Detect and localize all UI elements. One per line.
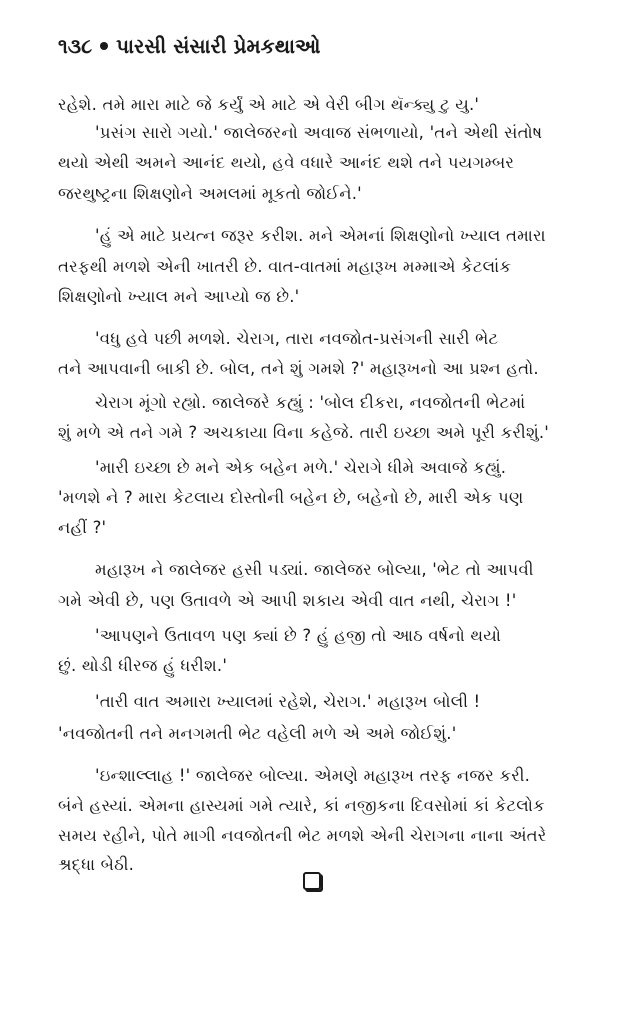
text-line: 'આપણને ઉતાવળ પણ ક્યાં છે ? હું હજી તો આઠ વર્ષનો થયો <box>95 626 502 645</box>
text-line: મહારૂખ ને જાલેજર હસી પડ્યાં. જાલેજર બોલ્યા, 'ભેટ તો આપવી <box>95 560 534 579</box>
bullet-separator <box>100 42 108 50</box>
text-line: શું મળે એ તને ગમે ? અચકાયા વિના કહેજે. તારી ઇચ્છા અમે પૂરી કરીશું.' <box>58 423 550 442</box>
book-title: પારસી સંસારી પ્રેમકથાઓ <box>116 34 321 58</box>
text-line: 'મળશે ને ? મારા કેટલાય દોસ્તોની બહેન છે, બહેનો છે, મારી એક પણ <box>58 488 524 507</box>
text-line: ગમે એવી છે, પણ ઉતાવળે એ આપી શકાય એવી વાત નથી, ચેરાગ !' <box>58 591 517 610</box>
text-line: તરફથી મળશે એની ખાતરી છે. વાત-વાતમાં મહારૂખ મમ્માએ કેટલાંક <box>58 257 512 276</box>
text-line: ચેરાગ મૂંગો રહ્યો. જાલેજરે કહ્યું : 'બોલ દીકરા, નવજોતની ભેટમાં <box>95 393 526 412</box>
text-line: 'હું એ માટે પ્રયત્ન જરૂર કરીશ. મને એમનાં શિક્ષણોનો ખ્યાલ તમારા <box>95 226 546 245</box>
chapter-end-square-icon <box>303 872 321 890</box>
text-line: 'નવજોતની તને મનગમતી ભેટ વહેલી મળે એ અમે જોઈશું.' <box>58 724 457 743</box>
text-line: છું. થોડી ધીરજ હું ધરીશ.' <box>58 656 228 675</box>
page-number: ૧૩૮ <box>58 34 93 58</box>
text-line: 'પ્રસંગ સારો ગયો.' જાલેજરનો અવાજ સંભળાયો, 'તને એથી સંતોષ <box>95 123 543 142</box>
text-line: 'મારી ઇચ્છા છે મને એક બહેન મળે.' ચેરાગે ધીમે અવાજે કહ્યું. <box>95 458 507 477</box>
text-line: 'ઇન્શાલ્લાહ !' જાલેજર બોલ્યા. એમણે મહારૂખ તરફ નજર કરી. <box>95 766 531 785</box>
text-line: શ્રદ્ધા બેઠી. <box>58 855 135 874</box>
text-line: રહેશે. તમે મારા માટે જે કર્યું એ માટે એ વેરી બીગ થૅન્ક્યુ ટુ યુ.' <box>58 95 480 114</box>
text-line: બંને હસ્યાં. એમના હાસ્યમાં ગમે ત્યારે, કાં નજીકના દિવસોમાં કાં કેટલોક <box>58 796 545 815</box>
text-line: 'તારી વાત અમારા ખ્યાલમાં રહેશે, ચેરાગ.' મહારૂખ બોલી ! <box>95 692 481 711</box>
text-line: 'વધુ હવે પછી મળશે. ચેરાગ, તારા નવજોત-પ્રસંગની સારી ભેટ <box>95 329 499 348</box>
text-line: નહીં ?' <box>58 518 107 537</box>
text-line: જરથુષ્ટ્રના શિક્ષણોને અમલમાં મૂકતો જોઈને.' <box>58 184 362 203</box>
text-line: શિક્ષણોનો ખ્યાલ મને આપ્યો જ છે.' <box>58 287 300 306</box>
page-header <box>58 34 320 58</box>
text-line: થયો એથી અમને આનંદ થયો, હવે વધારે આનંદ થશે તને પયગમ્બર <box>58 153 515 172</box>
text-line: સમય રહીને, પોતે માગી નવજોતની ભેટ મળશે એની ચેરાગના નાના અંતરે <box>58 826 547 845</box>
text-line: તને આપવાની બાકી છે. બોલ, તને શું ગમશે ?' મહારૂખનો આ પ્રશ્ન હતો. <box>58 359 539 378</box>
